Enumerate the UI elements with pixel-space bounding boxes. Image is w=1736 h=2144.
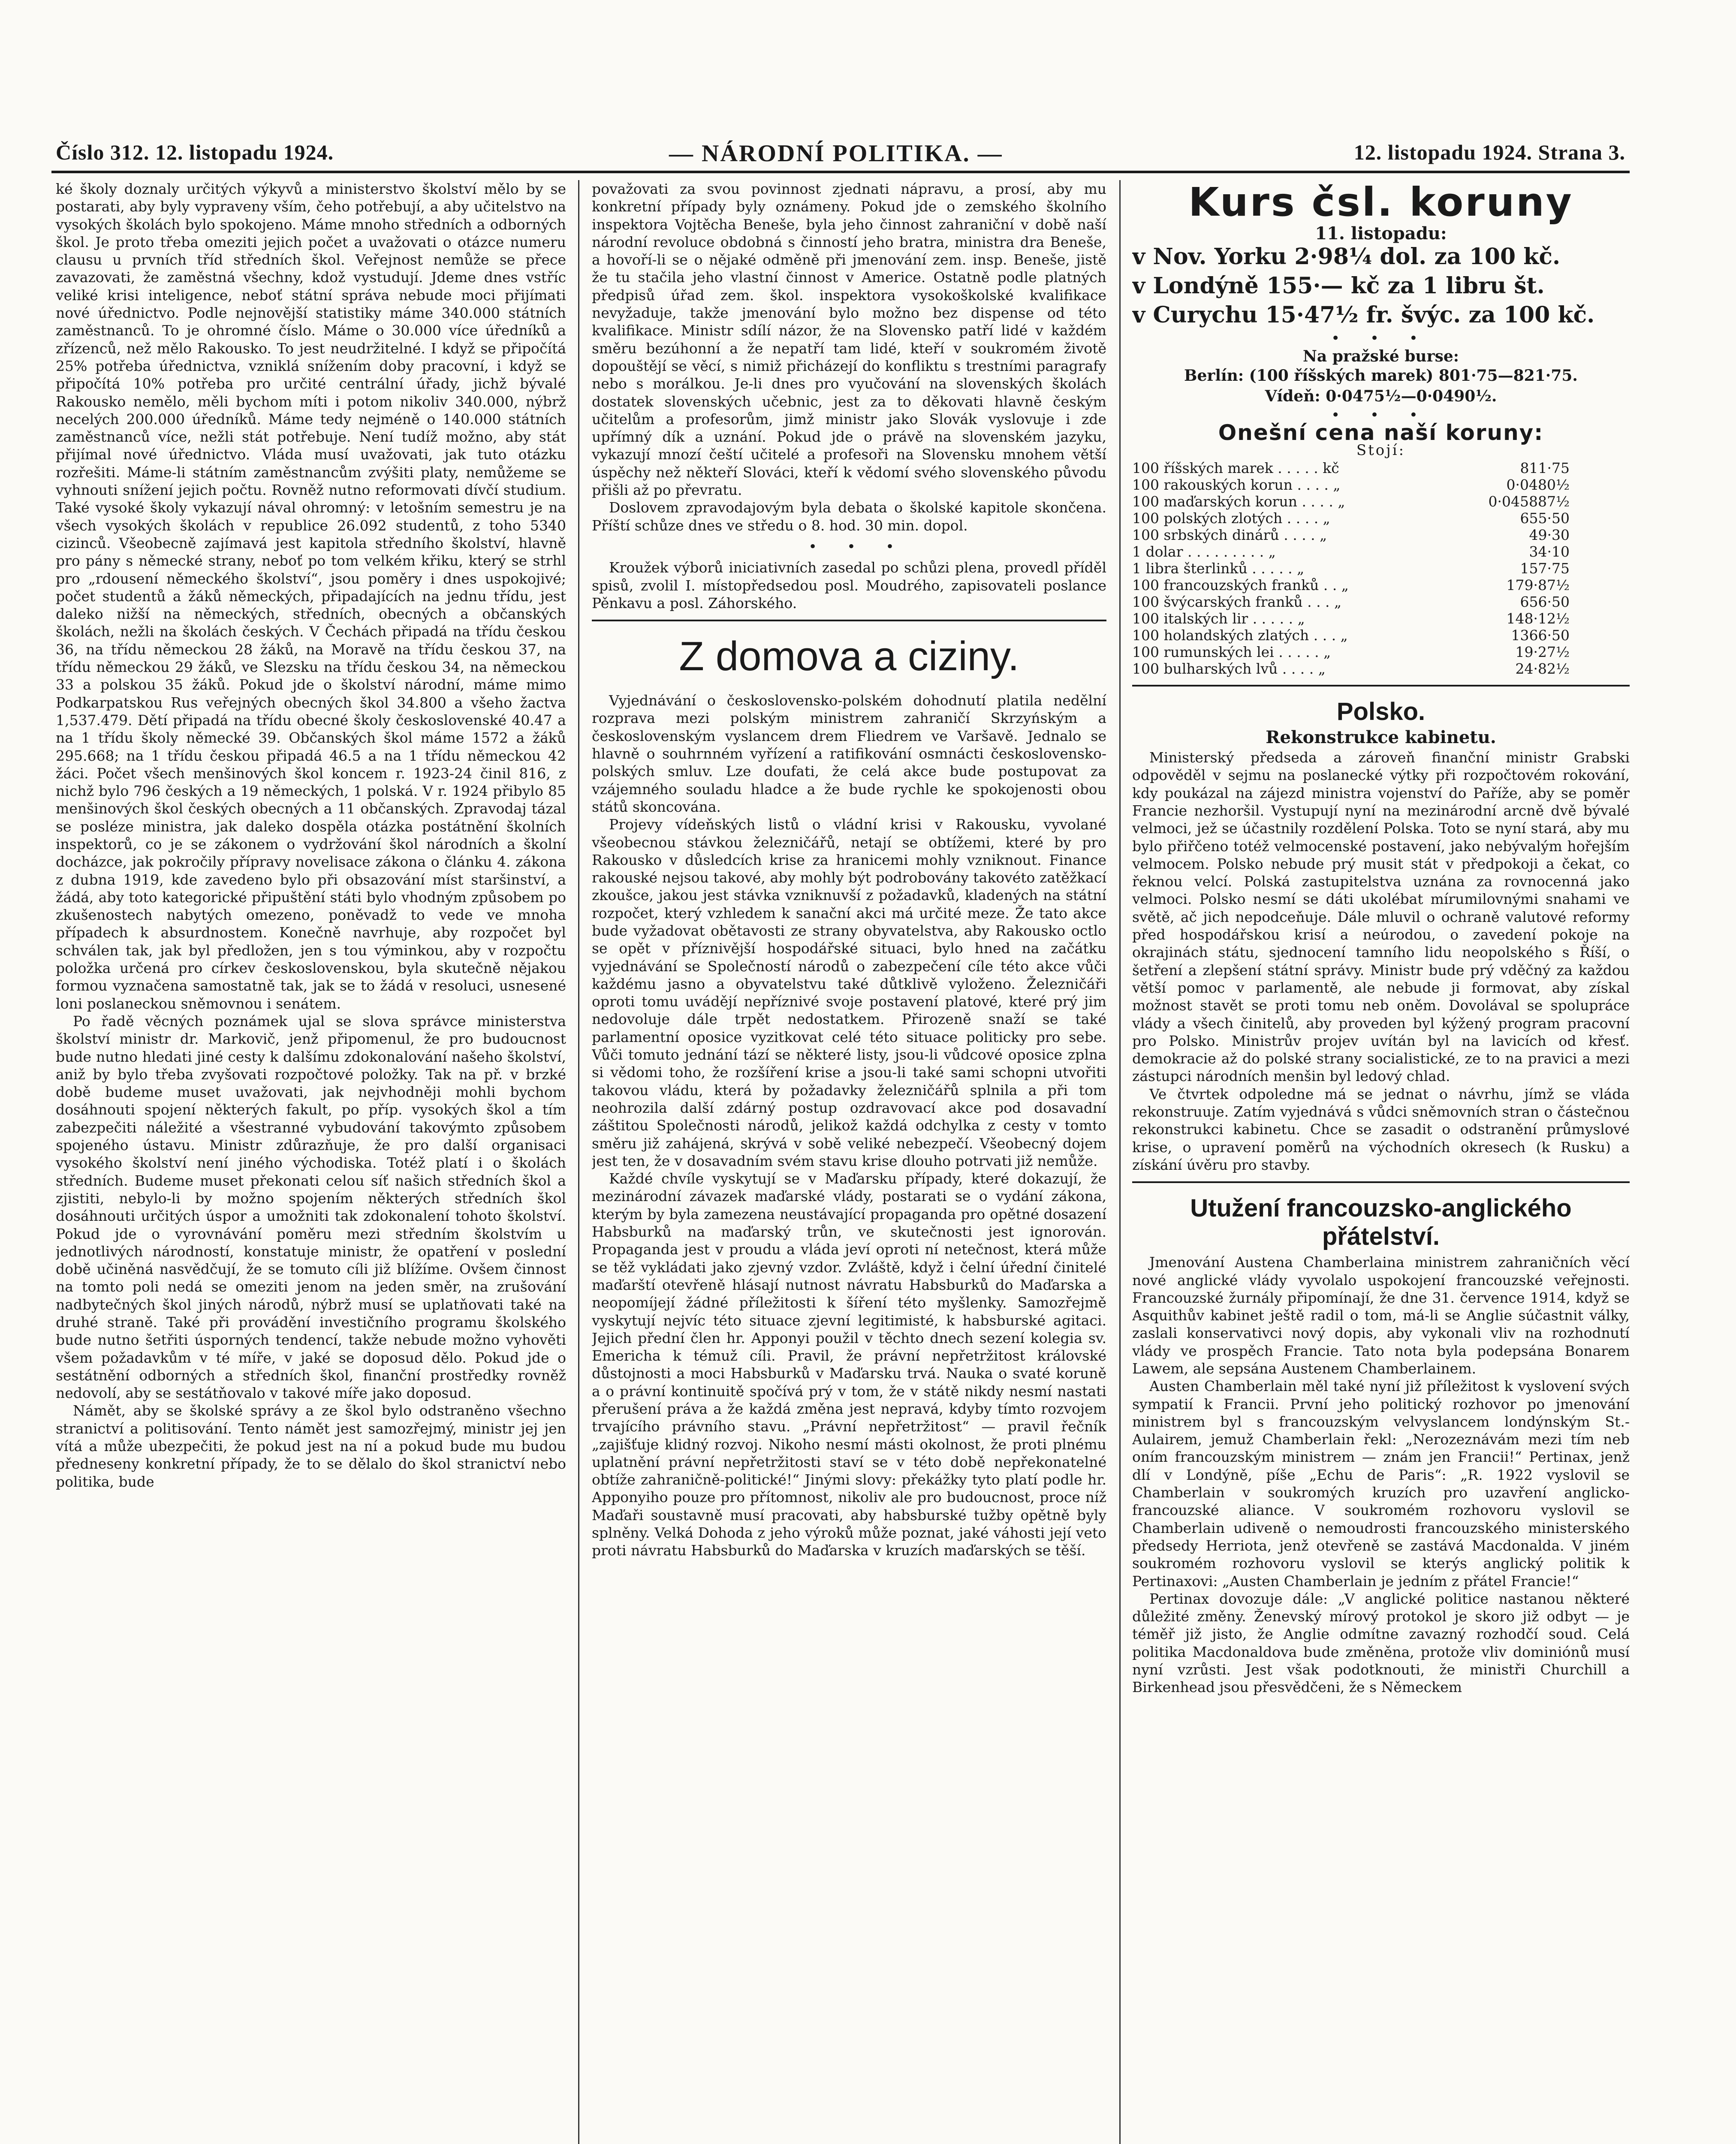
section-rule (592, 620, 1106, 621)
burse-line: Vídeň: 0·0475½—0·0490½. (1265, 387, 1497, 405)
article-paragraph: Doslovem zpravodajovým byla debata o školské kapitole skončena. Příští schůze dnes ve středu o 8. hod. 30 min. dopol. (592, 499, 1106, 534)
burse-title: Na pražské burse: (1302, 347, 1459, 365)
rate-row (1132, 660, 1630, 677)
rate-value: 0·0480½ (1506, 476, 1570, 493)
rate-currency: 100 maďarských korun . . . . „ (1132, 493, 1345, 510)
rate-currency: 100 bulharských lvů . . . . „ (1132, 660, 1326, 677)
rate-currency: 1 dolar . . . . . . . . . „ (1132, 543, 1276, 560)
rate-row (1132, 543, 1630, 560)
article-paragraph: Vyjednávání o československo-polském dohodnutí platila nedělní rozprava mezi polským ministrem zahraničí Skrzyńským a československým vyslancem drem Fliedrem ve Varšavě. Jednalo se hlavně o souhrnném vyřízení a ratifikování osmnácti československo-polských smluv. Lze doufati, že celá akce bude postupovat za vzájemného souladu hladce a že bude rychle ke spokojenosti obou států skoncována. (592, 692, 1106, 815)
rate-value: 148·12½ (1506, 610, 1570, 627)
rate-currency: 100 rumunských lei . . . . . „ (1132, 643, 1331, 660)
rate-row (1132, 560, 1630, 577)
article-paragraph: považovati za svou povinnost zjednati nápravu, a prosí, aby mu konkretní případy byly oznámeny. Pokud jde o zemského školního inspektora Vojtěcha Beneše, byla jeho činnost zahraniční v době naší národní revoluce obdobná s činností jeho bratra, ministra dra Beneše, a hovoří-li se o nějaké odměně při jmenování zem. insp. Beneše, jistě že tu stačila jeho vlastní činnost v Americe. Ostatně podle platných předpisů úřad zem. škol. inspektora vysokoškolské kvalifikace nevyžaduje, takže jmenování bylo možno bez dispense od této kvalifikace. Ministr sdílí názor, že na Slovensko patří lidé v každém směru bezúhonní a že nepatří tam lidé, kteří v soukromém životě dopouštějí se věcí, s nimiž přicházejí do konfliktu s trestními paragrafy nebo s morálkou. Je-li dnes pro vyučování na slovenských školách dostatek slovenských učebnic, jest za to děkovati hlavně českým učitelům a profesorům, jimž ministr jako Slovák vyslovuje i zde upřímný dík a uznání. Pokud jde o právě na slovenském jazyku, vykazují mnozí čeští učitelé a profesoři na Slovensku mnohem větší úspěchy než někteří Slováci, kteří k vědomí svého slovenského původu přišli až po převratu. (592, 181, 1106, 499)
article-paragraph: Ministerský předseda a zároveň finanční ministr Grabski odpověděl v sejmu na poslanecké výtky při rozpočtovém rokování, kdy poukázal na zájezd ministra vojenství do Paříže, aby se poměr Francie nezhoršil. Vystupují nyní na mezinárodní arcně dvě bývalé velmoci, jež se účastnily rozdělení Polska. Toto se nyní stará, aby mu bylo přiřčeno totéž velmocenské postavení, jako nebývalým hořejším velmocem. Polsko nebude prý musit stát v předpokoji a čekat, co řeknou velcí. Polská zastupitelstva uznána za rovnocenná jako velmoci. Polsko nesmí se dáti ukolébat mírumilovnými snahami ve světě, ač jich nepodceňuje. Dále mluvil o ochraně valutové reformy před hospodářskou krisí a neúrodou, o zavedení pokoje na okrajinách státu, sjednocení tamního lidu neopolského s Říší, o šetření a zlepšení státní správy. Ministr bude prý vděčný za každou větší pomoc v parlamentě, ale nebude ji formovat, aby získal možnost stavět se proti tomu neb oněm. Dovolával se spolupráce vlády a všech činitelů, aby proveden byl kýžený program pracovní pro Polsko. Ministrův projev uvítán byl na lavicích od křesť. demokracie až do polské strany socialistické, ze to na pravici a mezi zástupci národních menšin byl ledový chlad. (1132, 749, 1630, 1085)
column-3 (1132, 180, 1630, 2144)
rate-value: 24·82½ (1515, 660, 1570, 677)
rate-row (1132, 476, 1630, 493)
column-1 (56, 180, 566, 2144)
article-paragraph: ké školy doznaly určitých výkyvů a ministerstvo školství mělo by se postarati, aby byly vypraveny vším, čeho potřebují, a aby učitelstvo na vysokých školách bylo spokojeno. Máme mnoho středních a odborných škol. Je proto třeba omeziti jejich počet a uvažovati o otázce numeru clausu u prvních tříd středních škol. Veřejnost nemůže se přece zavazovati, že zaměstná všechny, kdož vystudují. Jdeme dnes vstříc veliké krisi inteligence, neboť státní správa nebude moci přijímati nové úřednictvo. Podle nejnovější statistiky máme 340.000 státních zaměstnanců. To je ohromné číslo. Máme o 30.000 více úředníků a zřízenců, než mělo Rakousko. To jest neudržitelné. I když se připočítá 25% potřeba úřednictva, vzniklá snížením doby pracovní, i když se připočítá 10% potřeba pro určité centrální úřady, jichž bývalé Rakousko nemělo, měli bychom míti i potom nikoliv 340.000, nýbrž necelých 200.000 úředníků. Máme tedy nejméně o 140.000 státních zaměstnanců více, nežli stát potřebuje. Není tudíž možno, aby stát přijímal nové úřednictvo. Vláda musí uvažovati, jak tuto otázku rozřešiti. Máme-li státním zaměstnancům zvýšiti platy, nemůžeme se vyhnouti snížení jejich počtu. Rovněž nutno reformovati dívčí studium. Také vysoké školy vykazují nával ohromný: v letošním semestru je na všech vysokých školách v republice 26.092 studentů, z toho 5340 cizinců. Všeobecně zajímavá jest kapitola středního školství, hlavně pro pány s německé strany, neboť po tom velkém křiku, který se strhl pro „rdousení německého školství“, jsou poměry i dnes uspokojivé; počet studentů a žáků německých, připadajících na jednu třídu, jest daleko nižší na německých, středních, obecných a občanských školách, nežli na školách českých. V Čechách připadá na třídu českou 36, na třídu německou 28 žáků, na Moravě na třídu českou 37, na třídu německou 29 žáků, ve Slezsku na třídu českou 34, na německou 33 a polskou 35 žáků. Pokud jde o školství národní, máme mimo Podkarpatskou Rus veřejných obecných škol 34.800 a všeho žactva 1,537.479. Dětí připadá na třídu obecné školy československé 40.47 a na 1 třídu školy německé 39. Občanských škol máme 1572 a žáků 295.668; na 1 třídu českou připadá 46.5 a na 1 třídu německou 42 žáci. Počet všech menšinových škol koncem r. 1923-24 činil 816, z nichž bylo 796 českých a 19 německých, 1 polská. V r. 1924 přibylo 85 menšinových škol českých obecných a 11 občanských. Zpravodaj tázal se posléze ministra, jak daleko dospěla otázka postátnění školních inspektorů, co je se zákonem o vydržování škol národních a školní docházce, jak pokročily přípravy novelisace zákona o článku 4. zákona z dubna 1919, kde zavedeno bylo při obsazování míst staršinství, a žádá, aby toto kategorické připuštění státi bylo vhodným způsobem po zkušenostech nabytých omezeno, poněvadž to vede ve mnoha případech k absurdnostem. Konečně navrhuje, aby rozpočet byl schválen tak, jak byl předložen, jen s tou výminkou, aby v rozpočtu položka určená pro církev československou, byla skutečně nějakou formou vyznačena samostatně tak, jak se to žádá v resoluci, usnesené loni poslaneckou sněmovnou i senátem. (56, 181, 566, 1012)
burse-line: Berlín: (100 říšských marek) 801·75—821·75. (1184, 366, 1578, 385)
rate-currency: 100 polských zlotých . . . . „ (1132, 509, 1330, 527)
rate-currency: 100 francouzských franků . . „ (1132, 576, 1349, 593)
rate-currency: 1 libra šterlinků . . . . . „ (1132, 560, 1305, 577)
article-paragraph: Ve čtvrtek odpoledne má se jednat o návrhu, jímž se vláda rekonstruuje. Zatím vyjednává s vůdci sněmovních stran o částečnou rekonstrukci kabinetu. Chce se zasadit o odstranění průmyslové krise, o upravení poměrů na východních okresech (k Rusku) a získání úvěru pro stavby. (1132, 1085, 1630, 1173)
kurs-line: v Curychu 15·47½ fr. švýc. za 100 kč. (1132, 302, 1595, 328)
rate-value: 655·50 (1520, 509, 1570, 527)
rate-value: 656·50 (1520, 593, 1570, 610)
column-2 (592, 180, 1106, 2144)
separator-stars: • • • (1331, 406, 1431, 424)
rate-row (1132, 593, 1630, 610)
rate-row (1132, 627, 1630, 644)
section-heading-polsko: Polsko. (1336, 697, 1426, 726)
newspaper-page (51, 137, 1630, 2144)
kurs-line: v Nov. Yorku 2·98¼ dol. za 100 kč. (1132, 244, 1561, 270)
rate-value: 49·30 (1529, 526, 1570, 543)
section-rule (1132, 1181, 1630, 1183)
article-paragraph: Kroužek výborů iniciativních zasedal po schůzi plena, provedl příděl spisů, zvolil I. místopředsedou posl. Moudrého, zapisovateli poslance Pěnkavu a posl. Záhorského. (592, 559, 1106, 611)
rate-value: 157·75 (1520, 560, 1570, 577)
column-divider (1119, 180, 1121, 2144)
rates-table (1132, 460, 1630, 677)
page-date: 12. listopadu 1924. Strana 3. (1353, 140, 1625, 164)
newspaper-title: — NÁRODNÍ POLITIKA. — (669, 140, 1003, 167)
rate-row (1132, 577, 1630, 593)
rate-currency: 100 srbských dinárů . . . . „ (1132, 526, 1327, 543)
rate-value: 179·87½ (1506, 576, 1570, 593)
article-paragraph: Každé chvíle vyskytují se v Maďarsku případy, které dokazují, že mezinárodní závazek maďarské vlády, postarati se o vydání zákona, kterým by byla zamezena neustávající propaganda pro opětné dosazení Habsburků na maďarský trůn, ve skutečnosti jest ignorován. Propaganda jest v proudu a vláda jeví oproti ní netečnost, která může se těž vykládati jako zjevný vzdor. Zvláště, když i čelní úřední činitelé maďarští otevřeně hlásají nutnost návratu Habsburků do Maďarska a neopomíjejí žádné příležitosti k šíření této myšlenky. Samozřejmě vyskytují nejvíc této situace zjevní legitimisté, k habsburské agitaci. Jejich přední člen hr. Apponyi použil v těchto dnech sezení kolegia sv. Emericha k témuž cíli. Pravil, že právní nepřetržitost královské důstojnosti a moci Habsburků v Maďarsku trvá. Nauka o svaté koruně a o právní kontinuitě spočívá prý v tom, že v státě nikdy nesmí nastati přerušení práva a že každá změna jest nepravá, kdyby tímto rozvojem trvajícího právního stavu. „Právní nepřetržitost“ — pravil řečník „zajišťuje klidný rozvoj. Nikoho nesmí másti okolnost, že proti plnému uplatnění právní nepřetržitosti staví se v této době nepřekonatelné obtíže zahraničně-politické!“ Jinými slovy: překážky tyto platí podle hr. Apponyiho pouze pro přítomnost, nikoliv ale pro budoucnost, proce níž Maďaři soustavně musí pracovati, aby habsburské tužby opětně byly splněny. Velká Dohoda z jeho výroků může poznat, jaké váhosti její veto proti návratu Habsburků do Maďarska v kruzích maďarských se těší. (592, 1170, 1106, 1559)
rate-currency: 100 holandských zlatých . . . „ (1132, 626, 1348, 644)
subheading-rekonstrukce: Rekonstrukce kabinetu. (1266, 727, 1496, 747)
masthead (51, 137, 1630, 167)
separator-stars: • • • (1331, 330, 1431, 347)
section-heading-domov: Z domova a ciziny. (679, 633, 1019, 680)
rate-row (1132, 510, 1630, 527)
rate-value: 1366·50 (1511, 626, 1570, 644)
article-paragraph: Projevy vídeňských listů o vládní krisi v Rakousku, vyvolané všeobecnou stávkou železničářů, netají se obtížemi, které by pro Rakousko v důsledcích krise za hranicemi mohly vzniknout. Finance rakouské nejsou takové, aby mohly být podrobovány takovéto zatěžkací zkoušce, jakou jest stávka vzniknuvší z požadavků, kladených na státní rozpočet, který vzhledem k sanační akci má určité meze. Že tato akce bude vyžadovat obětavosti ze strany obyvatelstva, aby Rakousko octlo se opět v příznivější hospodářské situaci, bylo hned na začátku vyjednávání se Společností národů o zabezpečení cíle této akce vůči každému jasno a obyvatelstvu také důtklivě vyloženo. Železničáři oproti tomu uvádějí nepříznivé svoje postavení platové, které prý jim nedovoluje dále trpět nedostatkem. Přirozeně snaží se také parlamentní oposice vyzitkovat celé této situace politicky pro sebe. Vůči tomuto jednání tází se některé listy, jsou-li vůdcové oposice zplna si vědomi toho, že rozšíření krise a jsou-li také sami schopni utvořiti takovou vládu, která by požadavky železničářů splnila a při tom neohrozila další zdárný postup ozdravovací akce pod dosavadní záštitou Společnosti národů, jelikož každá odchylka z cesty v tomto směru již zahájená, skrývá v sobě veliké nebezpečí. Všeobecný dojem jest ten, že v dosavadním svém stavu krise dlouho potrvati již nemůže. (592, 816, 1106, 1169)
rate-currency: 100 švýcarských franků . . . „ (1132, 593, 1342, 610)
separator-stars: • • • (808, 538, 907, 555)
issue-number: Číslo 312. 12. listopadu 1924. (56, 140, 334, 164)
masthead-rule (51, 171, 1630, 173)
article-paragraph: Austen Chamberlain měl také nyní již příležitost k vyslovení svých sympatií k Francii. První jeho politický rozhovor po jmenování ministrem byl s francouzským velvyslancem londýnským St.-Aulairem, jemuž Chamberlain řekl: „Nerozeznávám mezi tím neb oním francouzským ministrem — znám jen Francii!“ Pertinax, jenž dlí v Londýně, píše „Echu de Paris“: „R. 1922 vyslovil se Chamberlain v soukromých kruzích pro uzavření anglicko-francouzské aliance. V soukromém rozhovoru vyslovil se Chamberlain udiveně o nemoudrosti francouzského ministerského předsedy Herriota, jenž otevřeně se zastává Macdonalda. V jiném soukromém rozhovoru vyslovil se kterýs anglický politik k Pertinaxovi: „Austen Chamberlain je jedním z přátel Francie!“ (1132, 1378, 1630, 1590)
column-divider (578, 180, 579, 2144)
kurs-title: Kurs čsl. koruny (1188, 180, 1573, 225)
rate-value: 811·75 (1520, 459, 1570, 476)
section-rule (1132, 685, 1630, 687)
rate-currency: 100 rakouských korun . . . . „ (1132, 476, 1341, 493)
rate-row (1132, 644, 1630, 660)
cena-title: Onešní cena naší koruny: (1218, 420, 1544, 446)
kurs-line: v Londýně 155·— kč za 1 libru št. (1132, 273, 1545, 299)
article-paragraph: Jmenování Austena Chamberlaina ministrem zahraničních věcí nové anglické vlády vyvolalo uspokojení francouzské veřejnosti. Francouzské žurnály připomínají, že dne 31. července 1914, když se Asquithův kabinet ještě radil o tom, má-li se Anglie súčastnit války, zaslali konservativci nový dopis, aby vykonali vliv na rozhodnutí vlády ve prospěch Francie. Tato nota byla podepsána Bonarem Lawem, ale sepsána Austenem Chamberlainem. (1132, 1254, 1630, 1377)
rate-row (1132, 460, 1630, 476)
rate-value: 34·10 (1529, 543, 1570, 560)
section-heading-utuzeni: Utužení francouzsko-anglického přátelství. (1190, 1194, 1572, 1251)
article-paragraph: Námět, aby se školské správy a ze škol bylo odstraněno všechno stranictví a politisování. Tento námět jest samozřejmý, ministr jej jen vítá a může ubezpečiti, že pokud jest na ní a pokud bude mu budou předneseny konkretní případy, že to se dělalo do škol stranictví nebo politika, bude (56, 1402, 566, 1490)
cena-subtitle: Stojí: (1356, 442, 1406, 459)
rate-currency: 100 říšských marek . . . . . kč (1132, 459, 1339, 476)
rate-currency: 100 italských lir . . . . . „ (1132, 610, 1305, 627)
rate-row (1132, 610, 1630, 627)
rate-value: 0·045887½ (1488, 493, 1570, 510)
rate-row (1132, 493, 1630, 510)
article-paragraph: Pertinax dovozuje dále: „V anglické politice nastanou některé důležité změny. Ženevský mírový protokol je skoro již odbyt — je téměř již jisto, že Anglie odmítne zavazný rozhodčí soud. Celá politika Macdonaldova bude změněna, protože vliv dominiónů musí nyní vzrůsti. Jest však podotknouti, že ministři Churchill a Birkenhead jsou přesvědčeni, že s Německem (1132, 1590, 1630, 1696)
article-paragraph: Po řadě věcných poznámek ujal se slova správce ministerstva školství ministr dr. Markovič, jenž připomenul, že pro budoucnost bude nutno hledati jiné cesty k dalšímu zdokonalování našeho školství, aniž by bylo třeba zvyšovati rozpočtové položky. Tak na př. v brzké době budeme muset uvažovati, jak nejvhodněji mohli bychom dosáhnouti spojení některých fakult, po příp. vysokých škol a tím zabezpečiti náležité a všestranné vybudování takovýmto způsobem spojeného ústavu. Ministr zdůrazňuje, že pro další organisaci vysokého školství není jiného východiska. Totéž platí i o školách středních. Budeme muset překonati celou síť našich středních škol a zjistiti, nebylo-li by možno spojením některých středních škol dosáhnouti určitých úspor a umožniti tak zdokonalení tohoto školství. Pokud jde o vyrovnávání poměru mezi středním školstvím u jednotlivých národností, konstatuje ministr, že opatření v poslední době učiněná nasvědčují, že se tomuto cíli již blížíme. Ovšem činnost na tomto poli nedá se omeziti jenom na jeden směr, na zrušování nadbytečných škol jiných národů, nýbrž musí se uplatňovati také na druhé straně. Také při provádění investičního programu školského bude nutno šetřiti úsporných tendencí, takže nebude možno vyhověti všem požadavkům v té míře, v jaké se doposud dělo. Pokud jde o sestátnění odborných a středních škol, finanční prostředky rovněž nedovolí, aby se sestátňovalo v takové míře jako doposud. (56, 1012, 566, 1402)
kurs-date: 11. listopadu: (1315, 223, 1447, 244)
rate-value: 19·27½ (1515, 643, 1570, 660)
rate-row (1132, 527, 1630, 543)
